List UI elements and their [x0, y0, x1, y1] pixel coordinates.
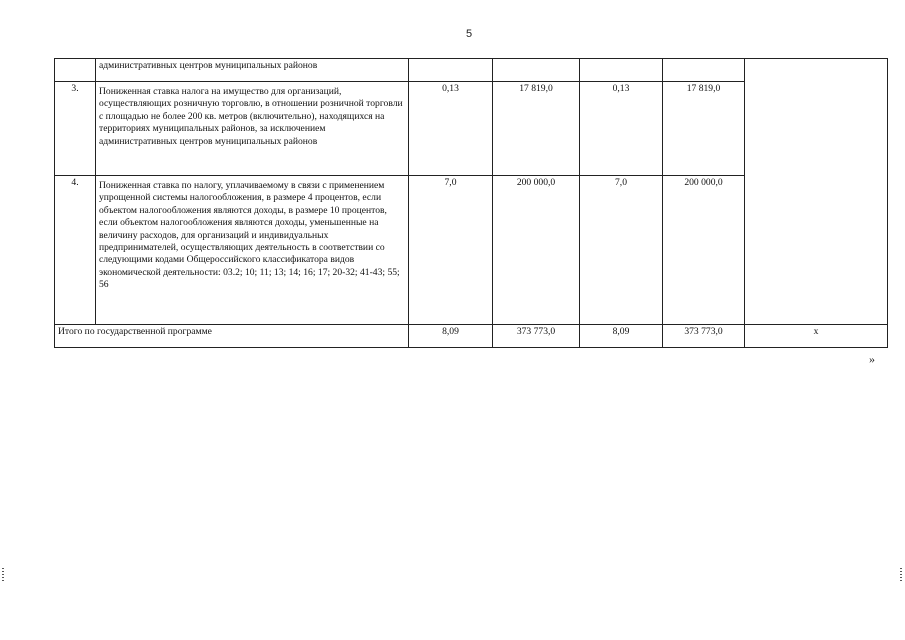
- row-value-2: 200 000,0: [493, 176, 580, 325]
- scan-edge-mark-right: [900, 568, 902, 582]
- row-description: Пониженная ставка по налогу, уплачиваемому в связи с применением упрощенной системы налогообложения, в размере 4 процентов, если объектом налогообложения являются доходы, в размере 10 процентов, если объектом налогообложения являются доходы, уменьшенные на величину расходов, для организаций и индивидуальных предпринимателей, осуществляющих деятельность в соответствии со следующими кодами Общероссийского классификатора видов экономической деятельности: 03.2; 10; 11; 13; 14; 16; 17; 20-32; 41-43; 55; 56: [96, 176, 409, 325]
- table-total-row: [55, 325, 888, 348]
- tax-benefits-table: [54, 58, 888, 348]
- row-value-1: [409, 59, 493, 82]
- scan-edge-mark-left: [2, 568, 4, 582]
- total-label: Итого по государственной программе: [55, 325, 409, 348]
- total-value-3: 8,09: [580, 325, 663, 348]
- page-number: 5: [466, 28, 473, 40]
- row-number-cell: [55, 59, 96, 82]
- row-value-3: 0,13: [580, 82, 663, 176]
- closing-quote-mark: »: [869, 352, 875, 366]
- row-value-1: 7,0: [409, 176, 493, 325]
- row-value-4: 200 000,0: [663, 176, 745, 325]
- total-value-4: 373 773,0: [663, 325, 745, 348]
- total-value-1: 8,09: [409, 325, 493, 348]
- row-number: 3.: [55, 82, 96, 176]
- row-value-2: [493, 59, 580, 82]
- row-number: 4.: [55, 176, 96, 325]
- table-row-continuation: [55, 59, 888, 82]
- row-description: административных центров муниципальных районов: [96, 59, 409, 82]
- row-value-4: [663, 59, 745, 82]
- total-value-2: 373 773,0: [493, 325, 580, 348]
- row-value-3: 7,0: [580, 176, 663, 325]
- row-value-4: 17 819,0: [663, 82, 745, 176]
- row-value-3: [580, 59, 663, 82]
- merged-last-column-cell: [745, 59, 888, 325]
- row-value-2: 17 819,0: [493, 82, 580, 176]
- row-description: Пониженная ставка налога на имущество для организаций, осуществляющих розничную торговлю, в отношении розничной торговли с площадью не более 200 кв. метров (включительно), находящихся на территориях муниципальных районов, за исключением административных центров муниципальных районов: [96, 82, 409, 176]
- row-value-1: 0,13: [409, 82, 493, 176]
- total-last-cell: х: [745, 325, 888, 348]
